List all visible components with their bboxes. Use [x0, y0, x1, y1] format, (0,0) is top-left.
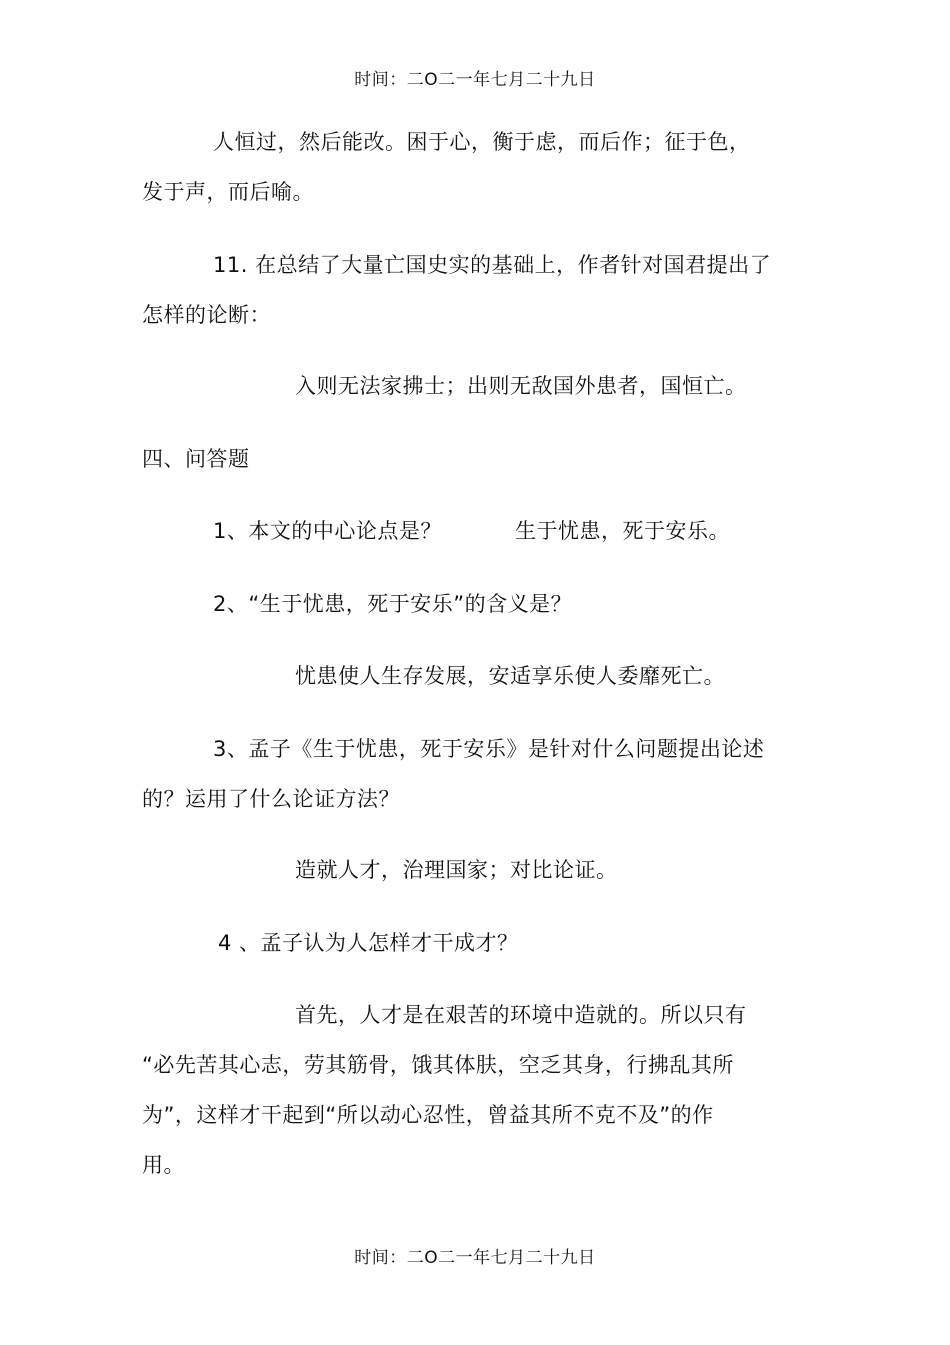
question-4: 4 、孟子认为人怎样才干成才？: [218, 931, 519, 955]
quote-line-1: 人恒过，然后能改。困于心，衡于虑，而后作；征于色，: [213, 130, 751, 154]
page-header-date: 时间：二O二一年七月二十九日: [354, 70, 596, 90]
answer-4-line-1: 首先，人才是在艰苦的环境中造就的。所以只有: [295, 1003, 747, 1027]
page-footer-date: 时间：二O二一年七月二十九日: [354, 1248, 596, 1268]
question-1: 1、本文的中心论点是？: [213, 519, 442, 543]
question-11-answer: 入则无法家拂士；出则无敌国外患者，国恒亡。: [295, 374, 747, 398]
answer-4-line-4: 用。: [142, 1153, 185, 1177]
question-3-line-1: 3、孟子《生于忧患，死于安乐》是针对什么问题提出论述: [213, 737, 765, 761]
answer-3: 造就人才，治理国家；对比论证。: [295, 858, 618, 882]
question-2: 2、“生于忧患，死于安乐”的含义是？: [213, 592, 573, 616]
question-3-line-2: 的？运用了什么论证方法？: [142, 787, 400, 811]
answer-2: 忧患使人生存发展，安适享乐使人委靡死亡。: [295, 664, 725, 688]
quote-line-2: 发于声，而后喻。: [142, 180, 314, 204]
answer-4-line-3: 为”，这样才干起到“所以动心忍性，曾益其所不克不及”的作: [142, 1103, 714, 1127]
question-11-line-1: 11. 在总结了大量亡国史实的基础上，作者针对国君提出了: [213, 253, 772, 277]
question-11-line-2: 怎样的论断：: [142, 303, 271, 327]
section-4-title: 四、问答题: [142, 447, 250, 471]
answer-4-line-2: “必先苦其心志，劳其筋骨，饿其体肤，空乏其身，行拂乱其所: [142, 1053, 734, 1077]
answer-1: 生于忧患，死于安乐。: [515, 519, 730, 543]
